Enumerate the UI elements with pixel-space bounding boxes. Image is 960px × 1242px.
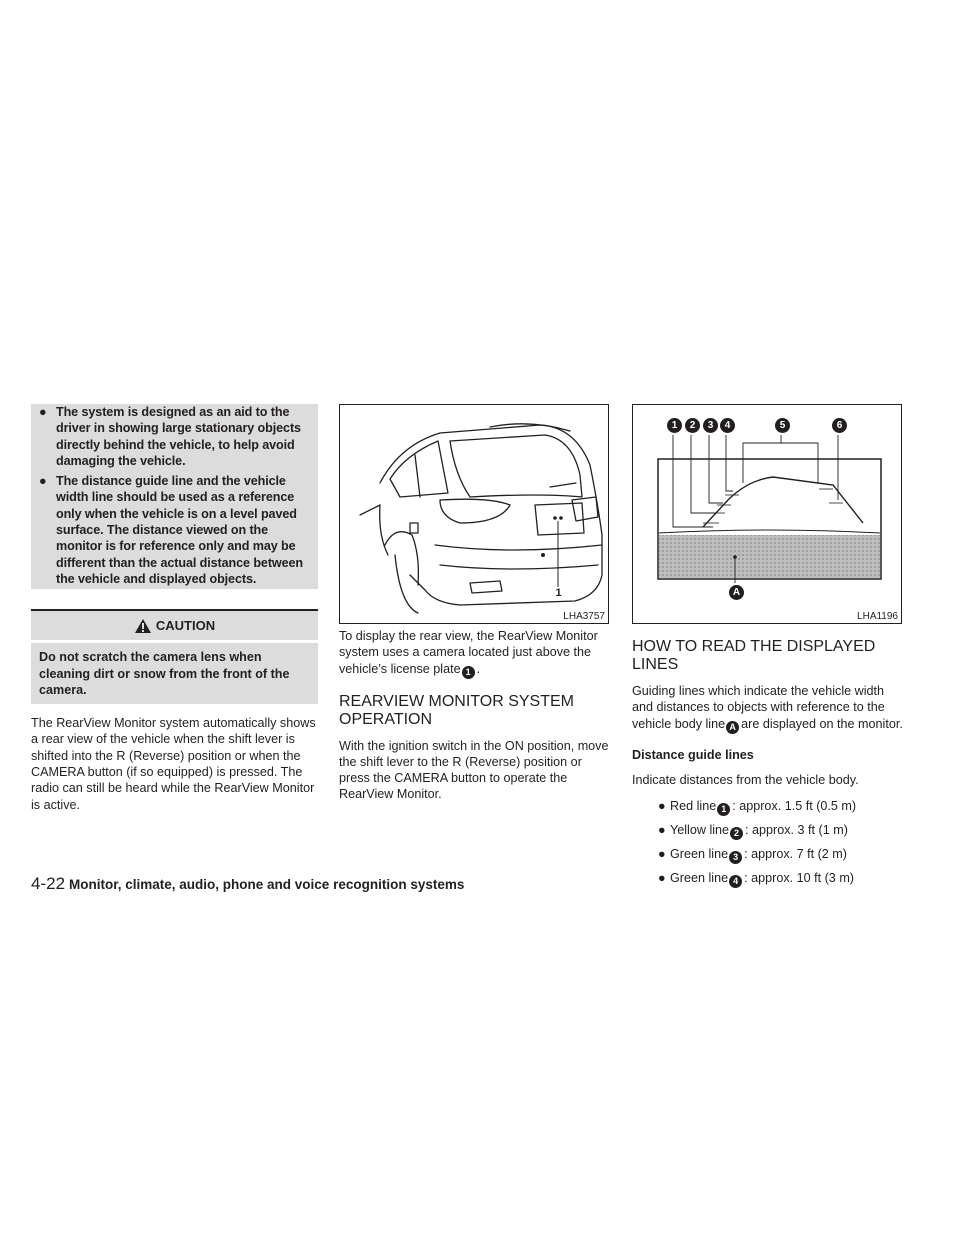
warning-text: The distance guide line and the vehicle width line should be used as a reference only when the vehicle is on a level paved surface. The distance viewed on the monitor is for reference only and may be different than the actual distance between the vehicle and displayed objects. — [56, 474, 304, 586]
read-lines-paragraph — [632, 683, 905, 734]
figure-label: LHA1196 — [857, 611, 898, 622]
bullet-icon: ● — [39, 405, 47, 419]
vehicle-rear-illustration — [340, 405, 608, 623]
list-item — [658, 870, 905, 894]
camera-paragraph — [339, 628, 611, 679]
column-left — [31, 404, 318, 813]
chapter-title: Monitor, climate, audio, phone and voice recognition systems — [69, 877, 465, 892]
warning-box — [31, 404, 318, 589]
callout-1-icon: 1 — [555, 587, 562, 599]
marker-2-icon: 2 — [730, 827, 743, 840]
guide-lines-diagram — [633, 405, 901, 623]
list-item — [658, 846, 905, 870]
warning-item — [39, 473, 310, 587]
page-number: 4-22 — [31, 874, 66, 893]
caution-text: Do not scratch the camera lens when cleaning dirt or snow from the front of the camera. — [31, 643, 318, 704]
read-lines-heading: HOW TO READ THE DISPLAYED LINES — [632, 638, 876, 673]
column-middle — [339, 404, 611, 803]
bullet-icon: ● — [39, 474, 47, 489]
callout-6-icon: 6 — [832, 418, 847, 433]
camera-text-end: . — [476, 661, 481, 676]
marker-1-icon: 1 — [462, 666, 475, 679]
callout-1-icon: 1 — [667, 418, 682, 433]
bullet-icon: ● — [658, 798, 666, 813]
caution-header — [31, 609, 318, 640]
operation-paragraph: With the ignition switch in the ON position, move the shift lever to the R (Reverse) position or press the CAMERA button to operate the RearView Monitor. — [339, 738, 609, 802]
callout-3-icon: 3 — [703, 418, 718, 433]
read-lines-text-end: are displayed on the monitor. — [741, 716, 903, 731]
marker-3-icon: 3 — [729, 851, 742, 864]
warning-item — [39, 404, 310, 469]
line-distance: : approx. 3 ft (1 m) — [745, 822, 848, 837]
bullet-icon: ● — [658, 846, 666, 861]
list-item — [658, 798, 905, 822]
line-name: Red line — [670, 798, 717, 813]
warning-text: The system is designed as an aid to the driver in showing large stationary objects directly behind the vehicle, to help avoid damaging the vehicle. — [56, 405, 301, 468]
line-name: Yellow line — [670, 822, 730, 837]
line-name: Green line — [670, 870, 729, 885]
vehicle-rear-figure — [339, 404, 609, 624]
line-distance: : approx. 10 ft (3 m) — [744, 870, 854, 885]
caution-title: CAUTION — [155, 618, 216, 634]
intro-paragraph: The RearView Monitor system automatically shows a rear view of the vehicle when the shift lever is shifted into the R (Reverse) position or when the CAMERA button (if so equipped) is pressed. The radio can still be heard while the RearView Monitor is active. — [31, 716, 316, 812]
column-right — [632, 404, 905, 894]
marker-4-icon: 4 — [729, 875, 742, 888]
bullet-icon: ● — [658, 822, 666, 837]
distance-subheading: Distance guide lines — [632, 747, 754, 762]
operation-heading: REARVIEW MONITOR SYSTEM OPERATION — [339, 692, 574, 728]
camera-text: To display the rear view, the RearView Monitor system uses a camera located just above the vehicle’s license plate — [339, 629, 598, 676]
read-lines-text: Guiding lines which indicate the vehicle width and distances to objects with reference to the vehicle body line — [632, 684, 885, 731]
callout-4-icon: 4 — [720, 418, 735, 433]
line-distance: : approx. 7 ft (2 m) — [744, 846, 847, 861]
figure-label: LHA3757 — [563, 611, 605, 622]
marker-a-icon: A — [726, 721, 739, 734]
line-name: Green line — [670, 846, 729, 861]
line-distance: : approx. 1.5 ft (0.5 m) — [732, 798, 857, 813]
callout-a-icon: A — [729, 585, 744, 600]
marker-1-icon: 1 — [717, 803, 730, 816]
guide-lines-figure — [632, 404, 902, 624]
callout-5-icon: 5 — [775, 418, 790, 433]
warning-triangle-icon — [134, 618, 152, 634]
page-footer — [31, 874, 464, 894]
list-item — [658, 822, 905, 846]
distance-list — [632, 798, 905, 894]
bullet-icon: ● — [658, 870, 666, 885]
distance-paragraph: Indicate distances from the vehicle body. — [632, 772, 859, 787]
callout-2-icon: 2 — [685, 418, 700, 433]
